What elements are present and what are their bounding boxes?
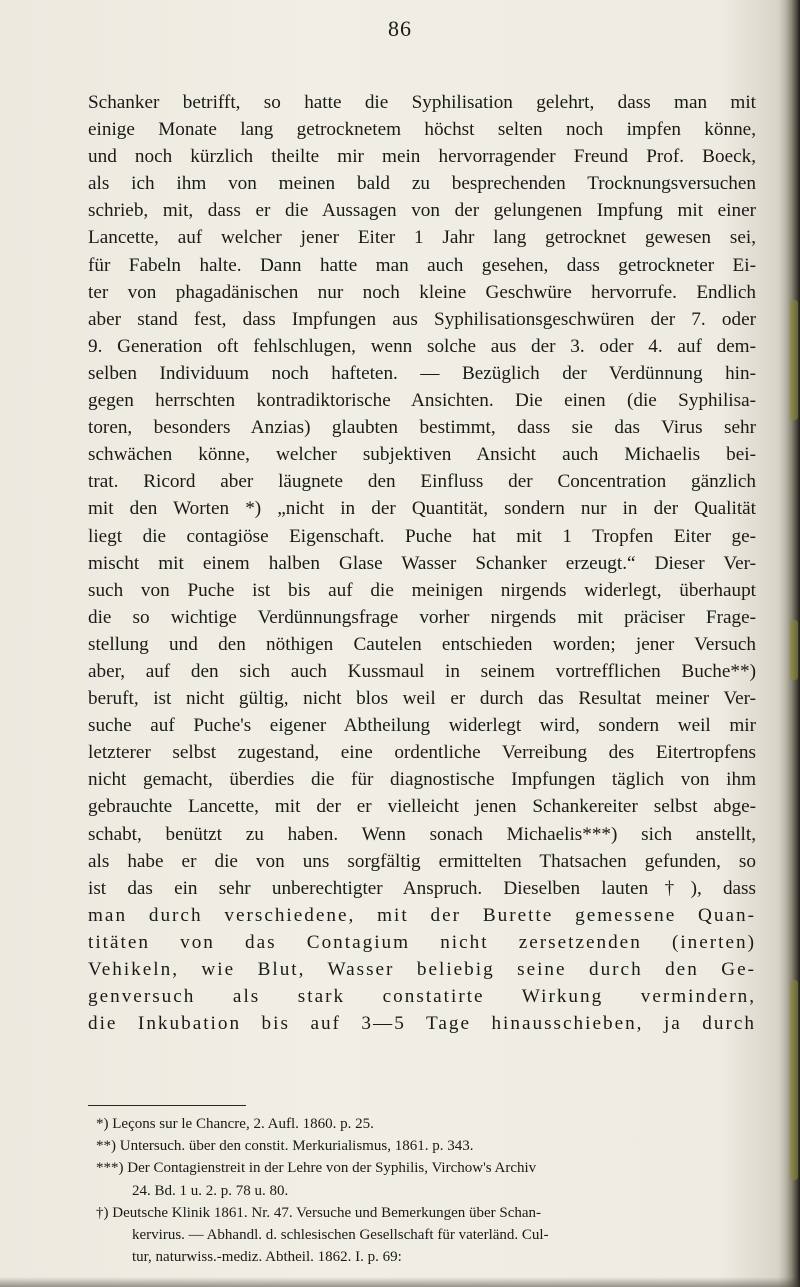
- text-line: liegt die contagiöse Eigenschaft. Puche hat mit 1 Tropfen Eiter ge-: [88, 525, 756, 547]
- text-line: schabt, benützt zu haben. Wenn sonach Michaelis***) sich anstellt,: [88, 823, 756, 845]
- text-line: mischt mit einem halben Glase Wasser Schanker erzeugt.“ Dieser Ver-: [88, 552, 756, 574]
- text-line: nicht gemacht, überdies die für diagnostische Impfungen täglich von ihm: [88, 769, 756, 791]
- footnote-line: kervirus. — Abhandl. d. schlesischen Gesellschaft für vaterländ. Cul-: [132, 1227, 549, 1244]
- binding-stain: [790, 980, 798, 1180]
- text-line: mit den Worten *) „nicht in der Quantität, sondern nur in der Qualität: [88, 498, 756, 520]
- footnote-line: †) Deutsche Klinik 1861. Nr. 47. Versuche und Bemerkungen über Schan-: [96, 1204, 542, 1221]
- text-line: für Fabeln halte. Dann hatte man auch gesehen, dass getrockneter Ei-: [88, 254, 756, 276]
- text-line: Schanker betrifft, so hatte die Syphilisation gelehrt, dass man mit: [88, 92, 756, 113]
- text-line-spaced: Vehikeln, wie Blut, Wasser beliebig seine durch den Ge-: [88, 959, 756, 980]
- text-line-spaced: titäten von das Contagium nicht zersetzenden (inerten): [88, 931, 756, 953]
- text-line: und noch kürzlich theilte mir mein hervorragender Freund Prof. Boeck,: [88, 146, 756, 168]
- footnote-line: tur, naturwiss.-mediz. Abtheil. 1862. I. p. 69:: [132, 1249, 402, 1266]
- text-line: gebrauchte Lancette, mit der er vielleicht jenen Schankereiter selbst abge-: [88, 796, 756, 818]
- text-line: Lancette, auf welcher jener Eiter 1 Jahr lang getrocknet gewesen sei,: [88, 227, 756, 249]
- binding-edge: [778, 0, 800, 1287]
- text-line: schwächen könne, welcher subjektiven Ansicht auch Michaelis bei-: [88, 444, 756, 466]
- page-bottom-shadow: [0, 1277, 800, 1287]
- text-line-spaced: die Inkubation bis auf 3—5 Tage hinausschieben, ja durch: [88, 1013, 756, 1035]
- footnote-line: **) Untersuch. über den constit. Merkurialismus, 1861. p. 343.: [96, 1138, 474, 1155]
- binding-stain: [790, 300, 798, 420]
- text-line: toren, besonders Anzias) glaubten bestimmt, dass sie das Virus sehr: [88, 417, 756, 439]
- binding-stain: [790, 620, 798, 680]
- text-line: suche auf Puche's eigener Abtheilung widerlegt wird, sondern weil mir: [88, 715, 756, 737]
- body-text: [88, 89, 756, 1037]
- footnote-line: *) Leçons sur le Chancre, 2. Aufl. 1860. p. 25.: [96, 1116, 374, 1132]
- text-line: als habe er die von uns sorgfältig ermittelten Thatsachen gefunden, so: [88, 850, 756, 872]
- footnote-divider: [88, 1105, 246, 1106]
- text-line: ist das ein sehr unberechtigter Anspruch. Dieselben lauten†), dass: [88, 877, 756, 899]
- text-line: trat. Ricord aber läugnete den Einfluss der Concentration gänzlich: [88, 471, 756, 493]
- text-line: aber, auf den sich auch Kussmaul in seinem vortrefflichen Buche**): [88, 660, 756, 682]
- text-line: einige Monate lang getrocknetem höchst selten noch impfen könne,: [88, 119, 756, 141]
- text-line: selben Individuum noch hafteten. — Bezüglich der Verdünnung hin-: [88, 362, 756, 384]
- text-line: gegen herrschten kontradiktorische Ansichten. Die einen (die Syphilisa-: [88, 390, 756, 412]
- text-line-spaced: man durch verschiedene, mit der Burette gemessene Quan-: [88, 904, 756, 926]
- text-line-spaced: genversuch als stark constatirte Wirkung vermindern,: [88, 986, 756, 1008]
- text-line: beruft, ist nicht gültig, nicht blos weil er durch das Resultat meiner Ver-: [88, 688, 756, 710]
- text-line: 9. Generation oft fehlschlugen, wenn solche aus der 3. oder 4. auf dem-: [88, 335, 756, 357]
- text-line: als ich ihm von meinen bald zu besprechenden Trocknungsversuchen: [88, 173, 756, 195]
- footnote-line: ***) Der Contagienstreit in der Lehre von der Syphilis, Virchow's Archiv: [96, 1160, 537, 1177]
- text-line: letzterer selbst zugestand, eine ordentliche Verreibung des Eitertropfens: [88, 742, 756, 764]
- text-line: such von Puche ist bis auf die meinigen nirgends widerlegt, überhaupt: [88, 579, 756, 601]
- footnote-line: 24. Bd. 1 u. 2. p. 78 u. 80.: [132, 1182, 289, 1199]
- page-number: 86: [388, 16, 412, 41]
- text-line: die so wichtige Verdünnungsfrage vorher nirgends mit präciser Frage-: [88, 606, 756, 628]
- text-line: ter von phagadänischen nur noch kleine Geschwüre hervorrufe. Endlich: [88, 281, 756, 303]
- footnotes: [96, 1113, 758, 1268]
- text-line: schrieb, mit, dass er die Aussagen von der gelungenen Impfung mit einer: [88, 200, 756, 222]
- text-line: stellung und den nöthigen Cautelen entschieden worden; jener Versuch: [88, 633, 756, 655]
- text-line: aber stand fest, dass Impfungen aus Syphilisationsgeschwüren der 7. oder: [88, 308, 756, 330]
